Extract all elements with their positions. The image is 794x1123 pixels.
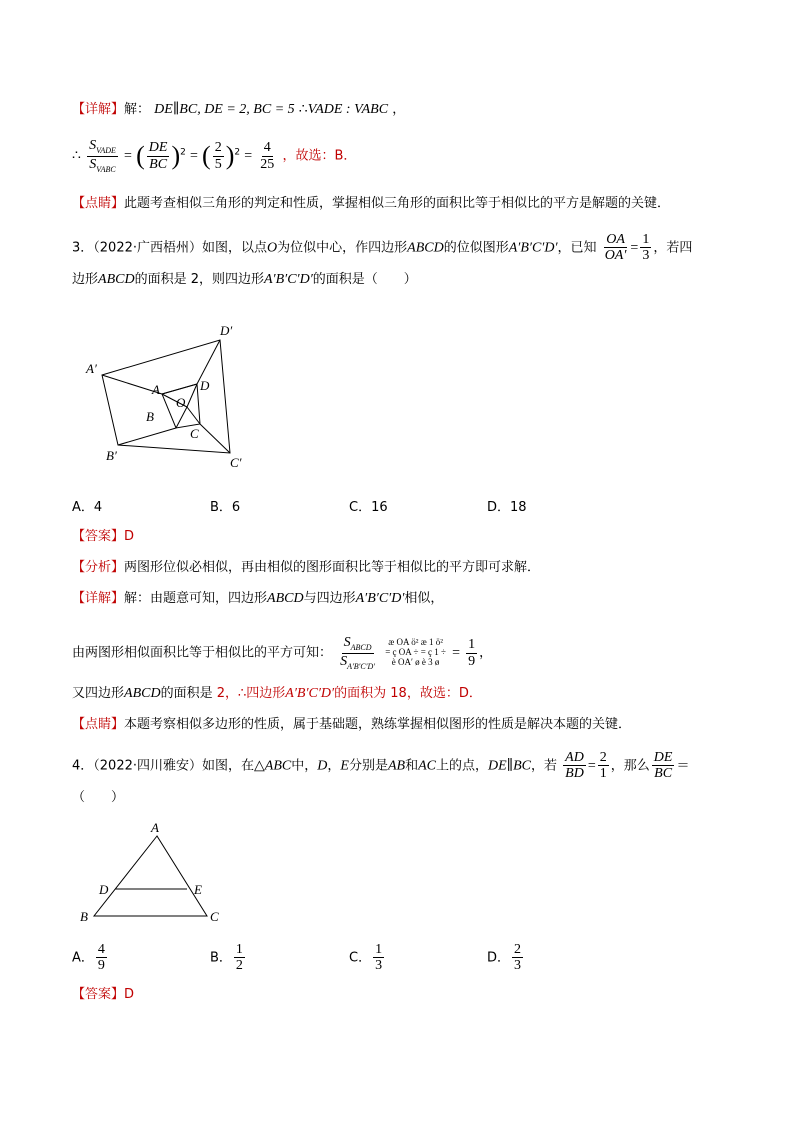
label-Bp: B′ [106,448,117,463]
detail-tag: 【详解】 [72,102,125,117]
q3-final: 又四边形ABCD的面积是 2，∴四边形A′B′C′D′的面积为 18，故选：D． [72,686,482,701]
q4-option-d[interactable]: D． $\frac{2}{3}$ [487,942,522,974]
q3-option-b[interactable]: B．6 [210,500,241,515]
label-C: C [190,426,199,441]
q4-label-E: E [194,882,202,897]
q4-label-D: D [99,882,109,897]
q4-stem-line1: 4．（2022·四川雅安）如图，在△ABC中，D，E分别是AB和AC上的点，DE∥BC，若 $\frac{AD}{BD}$ = $\frac{2}{1}$ ，那么 $\frac{DE}{BC}$ ＝ [72,750,690,782]
area-ratio-fraction: $\frac{S_{VADE}}{S_{VABC}}$ [89,138,116,174]
choose-text: ，故选：B． [282,148,357,164]
q3-stem-line2: 边形ABCD的面积是 2，则四边形A′B′C′D′的面积是（ ） [72,272,417,287]
q3-option-c[interactable]: C．16 [349,500,388,515]
q3-option-d[interactable]: D．18 [487,500,527,515]
label-D: D [200,378,210,393]
q3-analysis: 【分析】两图形位似必相似，再由相似的图形面积比等于相似比的平方即可求解． [72,560,541,575]
label-Cp: C′ [230,455,242,470]
q4-label-B: B [80,909,88,924]
q2-equation: ∴ $\frac{S_{VADE}}{S_{VABC}}$ = ( $\frac{DE}{BC}$ )$^2$ = ( $\frac{2}{5}$ )$^2$ = $\frac{4}{25}$ ，故选：B． [72,138,357,174]
q4-stem-line2: （ ） [72,790,125,805]
q4-answer: 【答案】D [72,987,135,1002]
q2-comment: 【点睛】此题考查相似三角形的判定和性质，掌握相似三角形的面积比等于相似比的平方是解题的关键． [72,196,671,211]
label-Ap: A′ [86,361,97,376]
q4-option-c[interactable]: C． $\frac{1}{3}$ [349,942,383,974]
q3-figure [80,315,260,475]
q4-figure [72,820,232,930]
label-Dp: D′ [220,323,233,338]
q4-label-A: A [151,820,159,835]
q3-equation: 由两图形相似面积比等于相似比的平方可知： $\frac{S_{ABCD}}{S_{A'B'C'D'}}$ æ OA ö² æ 1 ö² = ç OA ÷ = ç 1 ÷ è OA′ ø è 3 ø = $\frac{1}{9}$ ， [72,635,493,671]
q4-option-b[interactable]: B． $\frac{1}{2}$ [210,942,243,974]
q3-option-a[interactable]: A．4 [72,500,103,515]
q3-detail: 【详解】解：由题意可知，四边形ABCD与四边形A′B′C′D′相似， [72,591,444,606]
q3-answer: 【答案】D [72,529,135,544]
q3-comment: 【点睛】本题考察相似多边形的性质，属于基础题，熟练掌握相似图形的性质是解决本题的关键． [72,717,632,732]
label-B: B [146,409,154,424]
q3-stem-line1: 3．（2022·广西梧州）如图，以点O为位似中心，作四边形ABCD的位似图形A′B′C′D′，已知 $\frac{OA}{OA'}$ = $\frac{1}{3}$ ，若四 [72,232,693,264]
label-A: A [152,382,160,397]
q2-detail-line: 【详解】解： DE∥BC, DE = 2, BC = 5 ∴VADE : VABC ， [72,102,406,117]
label-O: O [176,395,186,410]
q4-label-C: C [210,909,219,924]
q4-option-a[interactable]: A． $\frac{4}{9}$ [72,942,105,974]
